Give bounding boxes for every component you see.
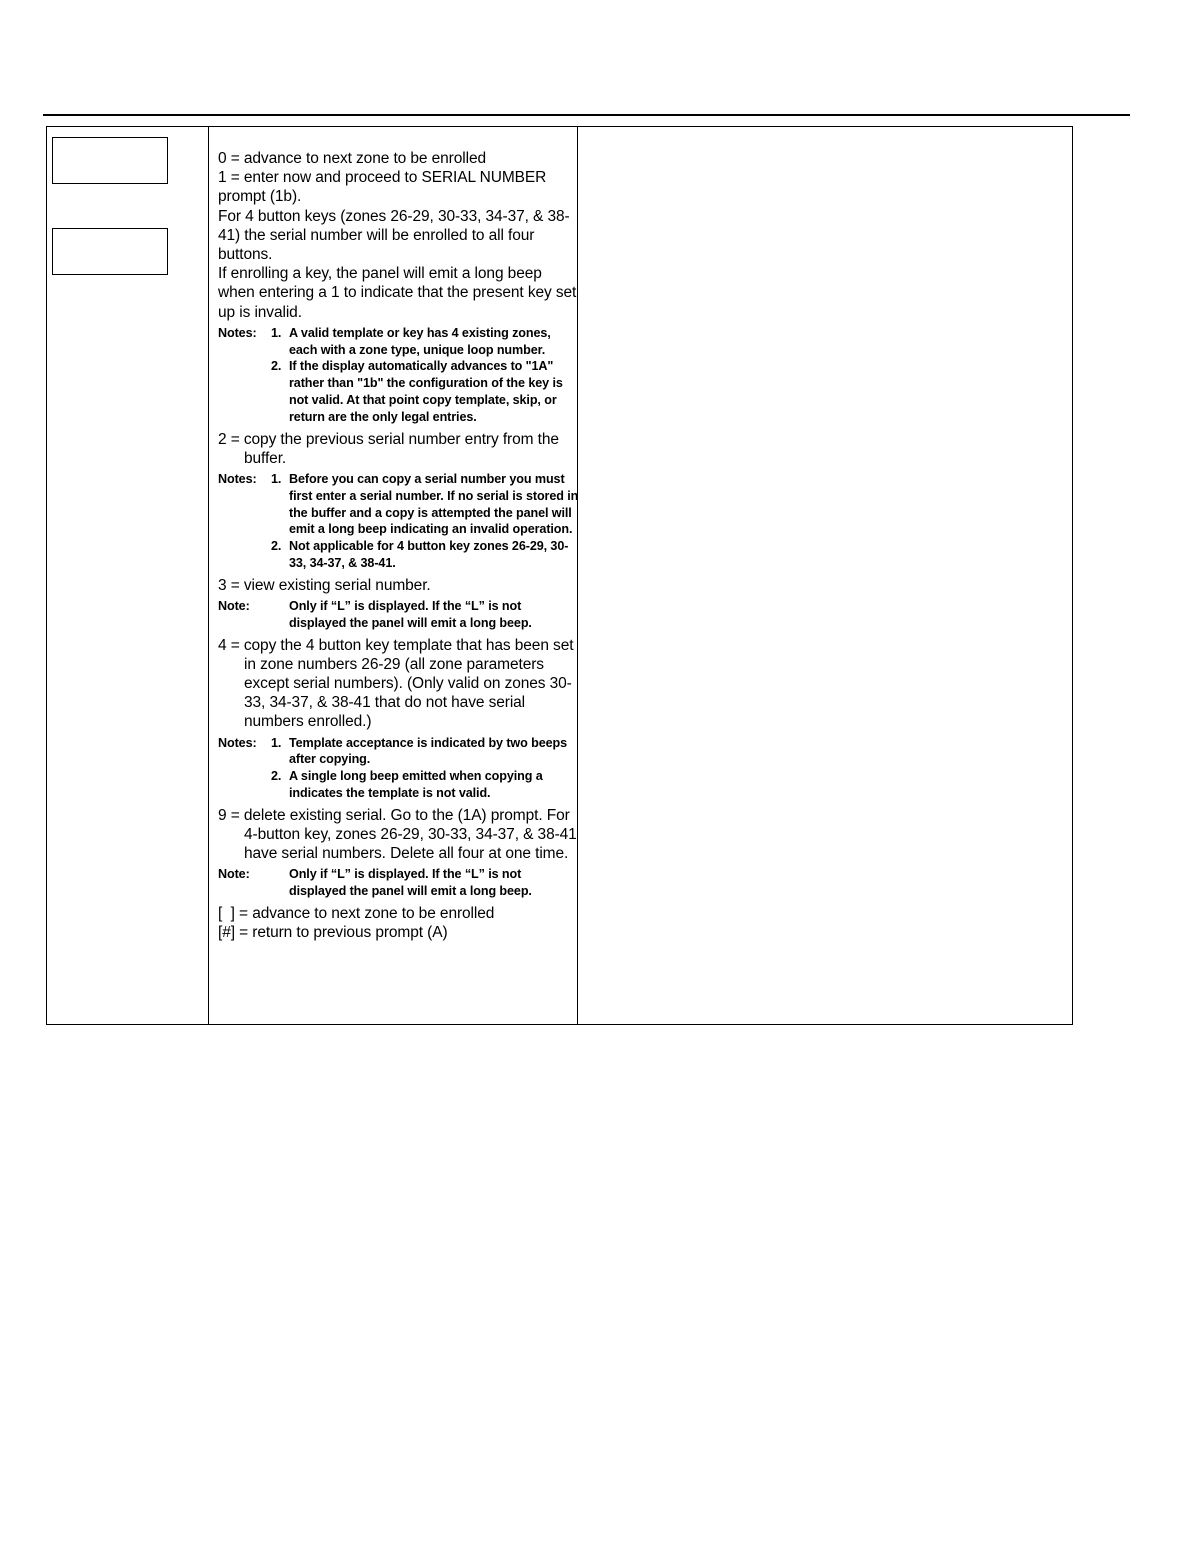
note-text: Template acceptance is indicated by two beeps after copying. <box>289 735 568 767</box>
note-number: 2. <box>271 769 282 784</box>
instructions-column <box>218 149 580 942</box>
note-label: Note: <box>218 867 250 882</box>
option-text: 2 = copy the previous serial number entry from the buffer. <box>218 430 559 467</box>
note-text: If the display automatically advances to "1A" rather than "1b" the configuration of the key is not valid. At that point copy template, skip, or return are the only legal entries. <box>289 359 563 424</box>
header-rule <box>43 114 1130 116</box>
notes-block <box>218 735 580 802</box>
note-number: 1. <box>271 325 282 340</box>
note-number: 2. <box>271 359 282 374</box>
note-text: Only if “L” is displayed. If the “L” is not displayed the panel will emit a long beep. <box>289 867 532 899</box>
option-text: 3 = view existing serial number. <box>218 576 431 594</box>
paragraph: For 4 button keys (zones 26-29, 30-33, 34-37, & 38-41) the serial number will be enrolled to all four buttons. <box>218 207 570 264</box>
note-number: 2. <box>271 539 282 554</box>
option-text: [#] = return to previous prompt (A) <box>218 924 448 942</box>
notes-block <box>218 471 580 572</box>
option-text: 4 = copy the 4 button key template that has been set in zone numbers 26-29 (all zone parameters except serial numbers). (Only valid on zones 30-33, 34-37, & 38-41 that do not have serial numbers enrolled.) <box>218 636 574 731</box>
note-number: 1. <box>271 472 282 487</box>
note-label: Notes: <box>218 735 257 750</box>
note-number: 1. <box>271 735 282 750</box>
note-text: Only if “L” is displayed. If the “L” is not displayed the panel will emit a long beep. <box>289 599 532 630</box>
note-text: Before you can copy a serial number you must first enter a serial number. If no serial is stored in the buffer and a copy is attempted the panel will emit a long beep indicating an invalid operation. <box>289 472 579 537</box>
option-text: [ ] = advance to next zone to be enrolled <box>218 905 495 922</box>
column-divider <box>208 127 209 1024</box>
notes-block <box>218 325 580 426</box>
note-label: Note: <box>218 599 250 613</box>
note-text: A single long beep emitted when copying a indicates the template is not valid. <box>289 769 543 800</box>
display-box <box>52 137 168 184</box>
option-text: 1 = enter now and proceed to SERIAL NUMBER prompt (1b). <box>218 169 547 206</box>
display-box <box>52 228 168 275</box>
notes-block <box>218 598 580 632</box>
option-text: 9 = delete existing serial. Go to the (1A) prompt. For 4-button key, zones 26-29, 30-33, 34-37, & 38-41 have serial numbers. Delete all four at one time. <box>218 806 577 863</box>
note-label: Notes: <box>218 472 257 487</box>
note-text: Not applicable for 4 button key zones 26-29, 30-33, 34-37, & 38-41. <box>289 539 569 570</box>
note-text: A valid template or key has 4 existing zones, each with a zone type, unique loop number. <box>289 325 551 357</box>
notes-block <box>218 866 580 900</box>
paragraph: If enrolling a key, the panel will emit a long beep when entering a 1 to indicate that the present key set up is invalid. <box>218 265 577 321</box>
note-label: Notes: <box>218 325 257 340</box>
instruction-table <box>46 126 1073 1025</box>
option-text: 0 = advance to next zone to be enrolled <box>218 150 486 167</box>
